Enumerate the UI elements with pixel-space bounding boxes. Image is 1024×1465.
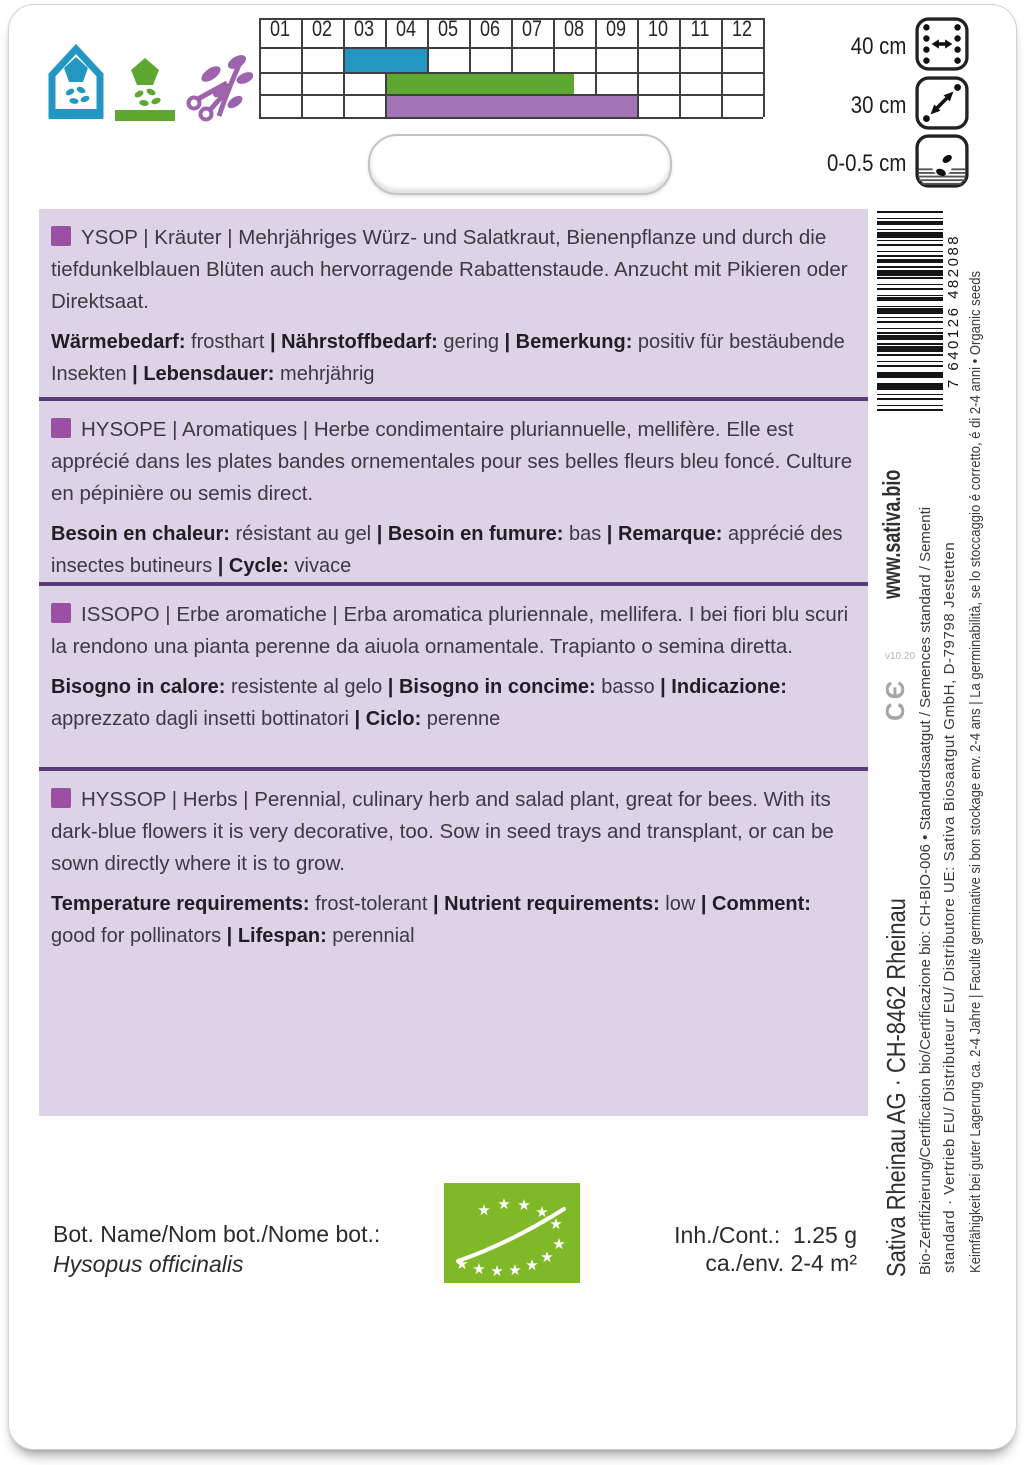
row-spacing-icon <box>915 17 969 76</box>
harvest-icon <box>185 46 253 127</box>
month-label: 06 <box>479 16 501 41</box>
description-section-de <box>39 209 868 397</box>
svg-text:★: ★ <box>497 1195 511 1213</box>
section-description: HYSSOP | Herbs | Perennial, culinary herb and salad plant, great for bees. With its dark-blue flowers it is very decorative, too. Sow in seed trays and transplant, or can be sown directly where it is to grow. <box>51 788 834 875</box>
description-section-fr <box>39 401 868 582</box>
germination-line: Keimfähigkeit bei guter Lagerung ca. 2-4 Jahre | Faculté germinative si bon stockage env. 2-4 ans | La germinabilità, se lo stoccaggio é corretto, é di 2-4 anni • Organic seeds <box>967 270 984 1273</box>
website-url: www.sativa.bio <box>878 469 906 599</box>
section-bullet-square <box>51 603 71 623</box>
month-label: 03 <box>353 16 375 41</box>
botanical-name-label: Bot. Name/Nom bot./Nome bot.: <box>53 1221 381 1247</box>
direct-sowing-period-bar <box>387 74 575 95</box>
svg-text:★: ★ <box>472 1260 486 1278</box>
barcode-bars <box>877 211 943 411</box>
grid-line <box>637 18 639 117</box>
harvest-period-bar <box>387 96 638 118</box>
bio-certification-line: Bio-Zertifizierung/Certification bio/Certificazione bio: CH-BIO-006 • Standardsaatgut / Semences standard / Sementi <box>917 506 934 1275</box>
section-attributes: Bisogno in calore: resistente al gelo | Bisogno in concime: basso | Indicazione: apprezzato dagli insetti bottinatori | Ciclo: perenne <box>51 676 787 730</box>
row-spacing <box>841 17 969 76</box>
section-description: HYSOPE | Aromatiques | Herbe condimentaire pluriannuelle, mellifère. Elle est apprécié dans les plates bandes ornementales pour ses belles fleurs bleu foncé. Culture en pépinière ou semis direct. <box>51 418 853 505</box>
month-label: 09 <box>605 16 627 41</box>
grid-line <box>301 18 303 117</box>
section-attributes: Besoin en chaleur: résistant au gel | Besoin en fumure: bas | Remarque: apprécié des insectes butineurs | Cycle: vivace <box>51 523 843 577</box>
svg-text:★: ★ <box>490 1262 504 1280</box>
svg-text:★: ★ <box>535 1203 549 1221</box>
section-bullet-square <box>51 418 71 438</box>
greenhouse-sowing-icon <box>47 44 105 127</box>
month-label: 01 <box>269 16 291 41</box>
sowing-depth-label: 0-0.5 cm <box>826 149 906 177</box>
grid-line <box>259 117 763 119</box>
description-section-en <box>39 771 868 952</box>
svg-text:★: ★ <box>477 1201 491 1219</box>
plant-spacing <box>841 76 969 135</box>
content-weight-line <box>674 1221 857 1249</box>
svg-text:★: ★ <box>525 1256 539 1274</box>
seed-packet-back <box>8 4 1017 1450</box>
calendar-legend-icons <box>47 45 257 127</box>
sowing-depth-icon <box>915 134 969 193</box>
version-number: v10.20 <box>885 651 916 662</box>
description-section-it <box>39 586 868 767</box>
grid-line <box>721 18 723 117</box>
company-address: Sativa Rheinau AG · CH-8462 Rheinau <box>881 898 911 1277</box>
row-spacing-label: 40 cm <box>850 32 906 60</box>
eu-organic-logo <box>444 1183 580 1288</box>
content-value: 1.25 g <box>793 1222 857 1248</box>
month-label: 05 <box>437 16 459 41</box>
svg-text:★: ★ <box>552 1235 566 1253</box>
plant-spacing-icon <box>915 76 969 135</box>
month-label: 10 <box>647 16 669 41</box>
distribution-line: standard · Vertrieb EU/ Distributeur EU/ Distributore UE: Sativa Biosaatgut GmbH, D-79798 Jestetten <box>941 541 958 1273</box>
svg-text:★: ★ <box>540 1248 554 1266</box>
sowing-calendar <box>259 14 763 117</box>
svg-text:★: ★ <box>455 1255 469 1273</box>
svg-text:★: ★ <box>549 1215 563 1233</box>
section-description: ISSOPO | Erbe aromatiche | Erba aromatica pluriennale, mellifera. I bei fiori blu scuri la rendono una pianta perenne da aiuola ornamentale. Trapianto o semina diretta. <box>51 603 849 658</box>
section-bullet-square <box>51 226 71 246</box>
month-label: 11 <box>690 16 710 41</box>
section-description: YSOP | Kräuter | Mehrjähriges Würz- und Salatkraut, Bienenpflanze und durch die tiefdunkelblauen Blüten auch hervorragende Rabattenstaude. Anzucht mit Pikieren oder Direktsaat. <box>51 226 848 313</box>
month-label: 02 <box>311 16 333 41</box>
greenhouse-sowing-period-bar <box>345 49 428 73</box>
barcode-number: 7 640126 482088 <box>945 233 962 389</box>
section-attributes: Temperature requirements: frost-tolerant | Nutrient requirements: low | Comment: good for pollinators | Lifespan: perennial <box>51 893 811 947</box>
direct-sowing-icon <box>114 56 176 127</box>
ean-barcode <box>877 211 963 411</box>
grid-line <box>679 18 681 117</box>
content-info <box>674 1221 857 1277</box>
plant-spacing-label: 30 cm <box>850 91 906 119</box>
hang-hole <box>368 134 672 195</box>
ce-mark: CЄ <box>880 677 910 721</box>
coverage-line: ca./env. 2-4 m² <box>705 1250 857 1276</box>
grid-line <box>259 18 261 117</box>
sowing-depth <box>813 134 969 193</box>
month-label: 07 <box>521 16 543 41</box>
botanical-name: Hysopus officinalis <box>53 1251 244 1277</box>
svg-text:★: ★ <box>508 1261 522 1279</box>
month-label: 08 <box>563 16 585 41</box>
month-label: 12 <box>731 16 753 41</box>
description-block <box>39 209 868 1116</box>
svg-text:★: ★ <box>517 1196 531 1214</box>
month-label: 04 <box>395 16 417 41</box>
section-bullet-square <box>51 788 71 808</box>
content-label: Inh./Cont.: <box>674 1222 781 1248</box>
grid-line <box>763 18 765 117</box>
section-attributes: Wärmebedarf: frosthart | Nährstoffbedarf: gering | Bemerkung: positiv für bestäubende Insekten | Lebensdauer: mehrjährig <box>51 331 845 385</box>
